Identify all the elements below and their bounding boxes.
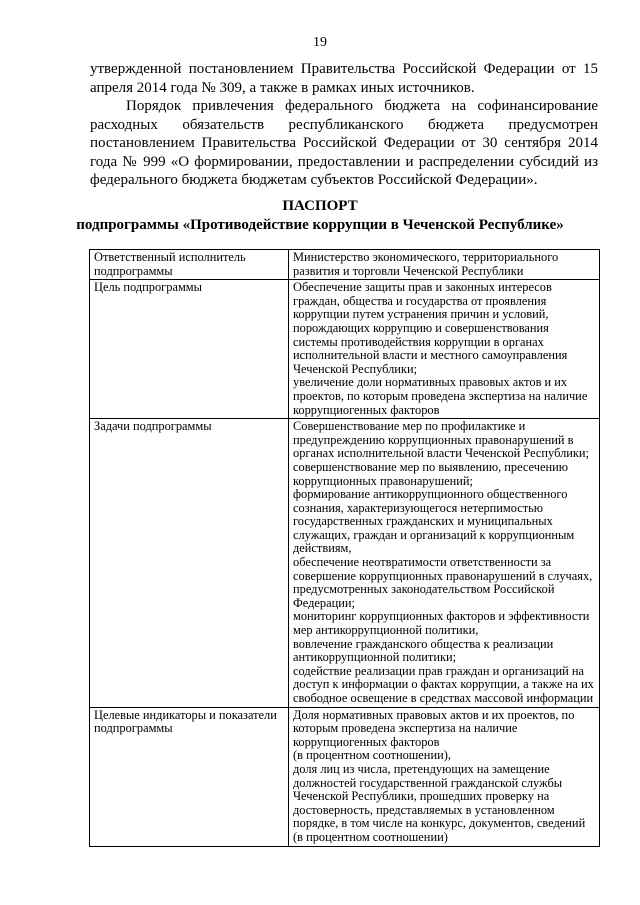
cell-line: увеличение доли нормативных правовых актов и их проектов, по которым проведена экспертиза на наличие коррупциогенных факторов — [293, 375, 588, 417]
cell-line: содействие реализации прав граждан и организаций на доступ к информации о фактах коррупции, а также на их свободное освещение в средствах массовой информации — [293, 663, 594, 705]
cell-line: Совершенствование мер по профилактике и предупреждению коррупционных правонарушений в органах исполнительной власти Чеченской Республики; — [293, 419, 589, 461]
cell-line: доля лиц из числа, претендующих на замещение должностей государственной гражданской службы Чеченской Республики, прошедших проверку на достоверность, представляемых в установленном порядке, в том числе на конкурс, документов, сведений (в процентном соотношении) — [293, 761, 586, 844]
cell-line: Министерство экономического, территориального развития и торговли Чеченской Республики — [293, 250, 559, 278]
passport-table — [89, 249, 600, 847]
row-label-cell: Целевые индикаторы и показатели подпрограммы — [90, 707, 289, 846]
passport-subtitle: подпрограммы «Противодействие коррупции в Чеченской Республике» — [76, 217, 564, 233]
cell-line: обеспечение неотвратимости ответственности за совершение коррупционных правонарушений в случаях, предусмотренных законодательством Российской Федерации; — [293, 555, 593, 610]
cell-line: совершенствование мер по выявлению, пресечению коррупционных правонарушений; — [293, 459, 569, 488]
row-label-cell: Цель подпрограммы — [90, 280, 289, 419]
cell-line: формирование антикоррупционного общественного сознания, характеризующегося нетерпимостью государственных гражданских и муниципальных служащих, граждан и организаций к коррупционным действиям, — [293, 487, 575, 556]
cell-line: мониторинг коррупционных факторов и эффективности мер антикоррупционной политики, — [293, 609, 590, 638]
intro-paragraph-1: утвержденной постановлением Правительства Российской Федерации от 15 апреля 2014 года № 309, а также в рамках иных источников. — [90, 61, 598, 96]
row-value-cell — [289, 419, 600, 707]
cell-line: вовлечение гражданского общества к реализации антикоррупционной политики; — [293, 636, 554, 665]
cell-line: Доля нормативных правовых актов и их проектов, по которым проведена экспертиза на наличие коррупциогенных факторов — [293, 707, 575, 749]
row-label-cell: Задачи подпрограммы — [90, 419, 289, 707]
row-value-cell — [289, 707, 600, 846]
page-number: 19 — [313, 35, 327, 50]
cell-line: (в процентном соотношении), — [293, 748, 451, 763]
row-label-cell: Ответственный исполнитель подпрограммы — [90, 250, 289, 280]
cell-line: Обеспечение защиты прав и законных интересов граждан, общества и государства от проявления коррупции путем устранения причин и условий, порождающих коррупцию и совершенствования системы противодействия коррупции в органах исполнительной власти и местного самоуправления Чеченской Республики; — [293, 280, 568, 376]
intro-text — [90, 60, 598, 190]
table-row — [90, 707, 600, 846]
table-row — [90, 280, 600, 419]
passport-title: ПАСПОРТ — [282, 198, 358, 214]
row-value-cell — [289, 280, 600, 419]
table-row — [90, 419, 600, 707]
table-row — [90, 250, 600, 280]
row-value-cell — [289, 250, 600, 280]
intro-paragraph-2: Порядок привлечения федерального бюджета на софинансирование расходных обязательств республиканского бюджета предусмотрен постановлением Правительства Российской Федерации от 30 сентября 2014 года № 999 «О формировании, предоставлении и распределении субсидий из федерального бюджета бюджетам субъектов Российской Федерации». — [90, 98, 598, 188]
